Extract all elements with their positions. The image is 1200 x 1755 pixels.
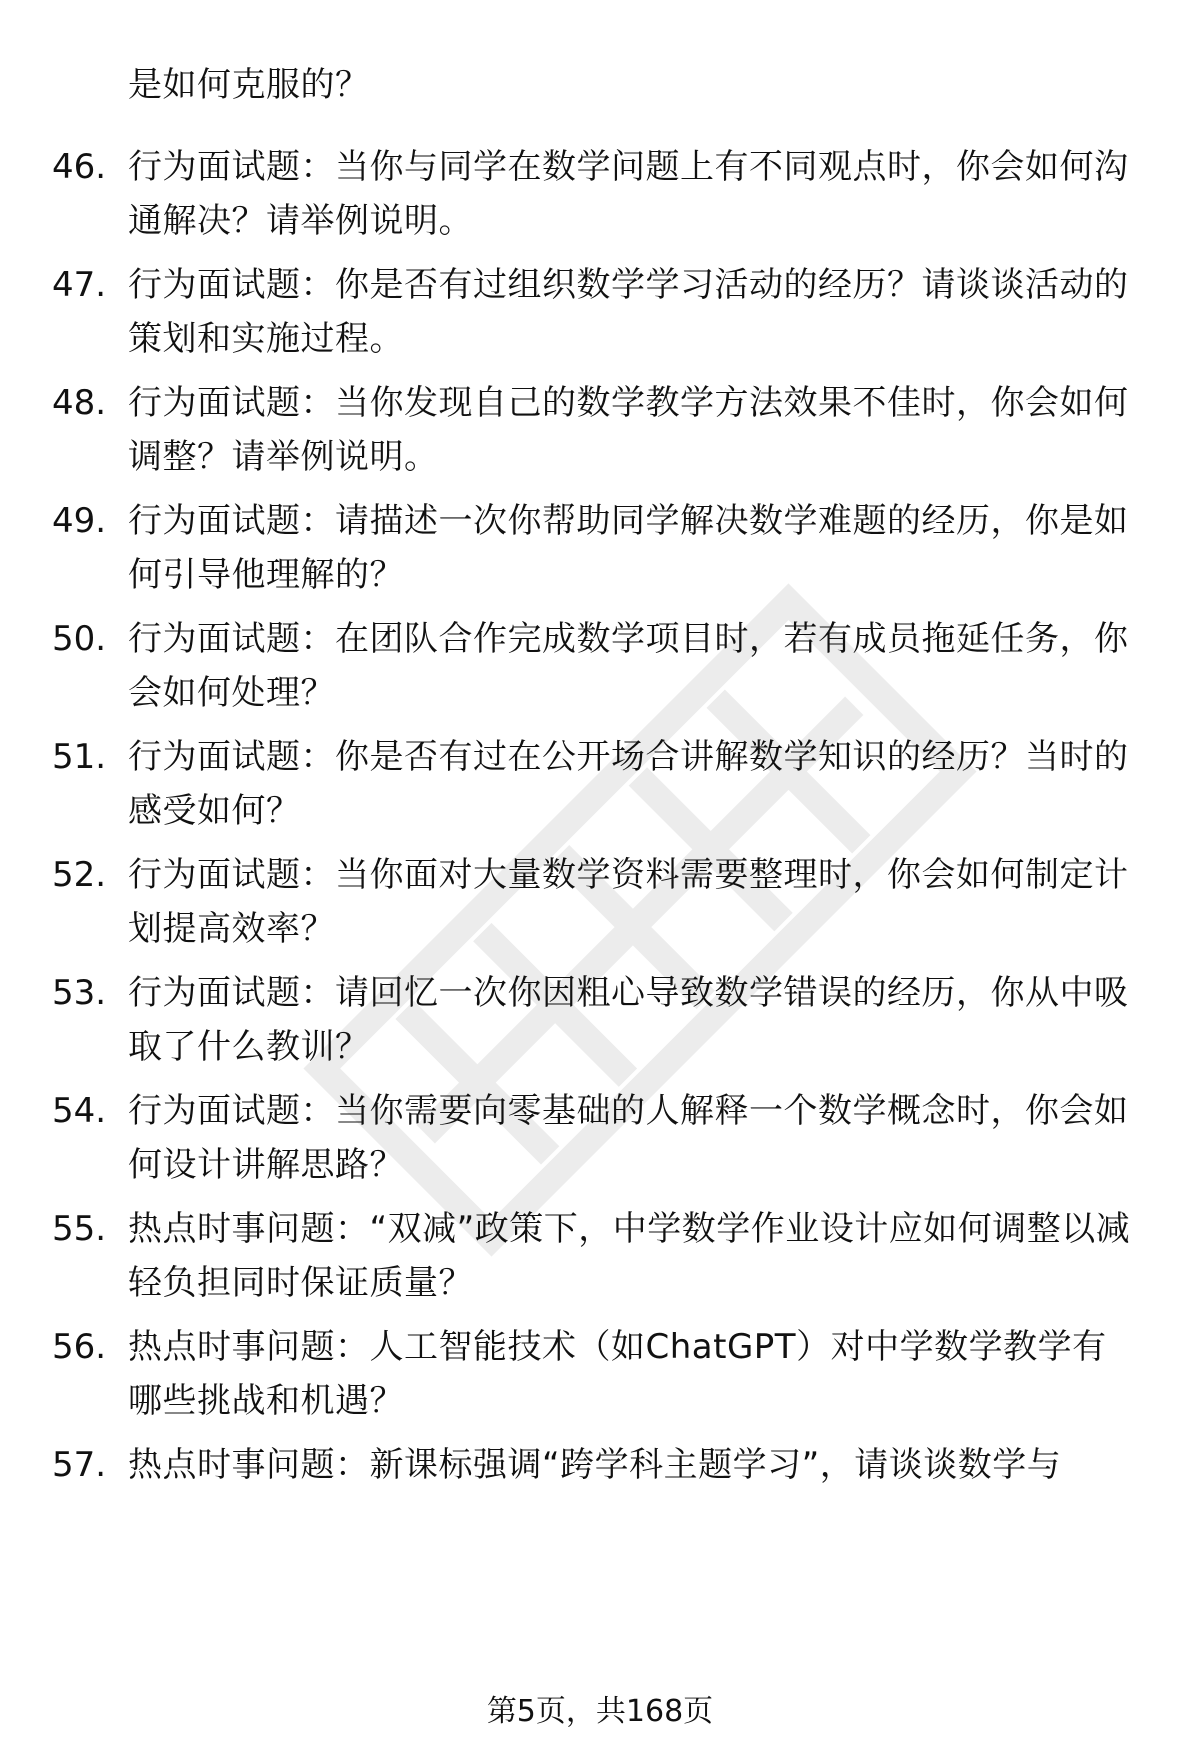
- question-number: 55.: [52, 1209, 107, 1249]
- question-text: 行为面试题：当你发现自己的数学教学方法效果不佳时，你会如何调整？请举例说明。: [128, 383, 1129, 477]
- question-item: [0, 848, 1200, 968]
- question-text: 行为面试题：你是否有过在公开场合讲解数学知识的经历？当时的感受如何？: [128, 737, 1129, 831]
- question-number: 54.: [52, 1091, 107, 1131]
- question-text: 热点时事问题：“双减”政策下，中学数学作业设计应如何调整以减轻负担同时保证质量？: [128, 1209, 1131, 1303]
- question-item: [0, 1320, 1200, 1440]
- continuation-text: 是如何克服的？: [128, 65, 370, 105]
- page-number-footer: 第5页，共168页: [486, 1694, 714, 1729]
- question-number: 57.: [52, 1445, 107, 1485]
- question-text: 行为面试题：你是否有过组织数学学习活动的经历？请谈谈活动的策划和实施过程。: [128, 265, 1129, 359]
- question-number: 51.: [52, 737, 107, 777]
- question-number: 47.: [52, 265, 107, 305]
- question-item: [0, 258, 1200, 378]
- question-text: 行为面试题：当你面对大量数学资料需要整理时，你会如何制定计划提高效率？: [128, 855, 1129, 949]
- question-text: 行为面试题：在团队合作完成数学项目时，若有成员拖延任务，你会如何处理？: [128, 619, 1129, 713]
- question-text: 行为面试题：请回忆一次你因粗心导致数学错误的经历，你从中吸取了什么教训？: [128, 973, 1129, 1067]
- question-number: 53.: [52, 973, 107, 1013]
- question-number: 52.: [52, 855, 107, 895]
- question-number: 50.: [52, 619, 107, 659]
- question-item: [0, 1438, 1200, 1498]
- question-text: 行为面试题：请描述一次你帮助同学解决数学难题的经历，你是如何引导他理解的？: [128, 501, 1129, 595]
- question-item: [0, 140, 1200, 260]
- question-text: 行为面试题：当你需要向零基础的人解释一个数学概念时，你会如何设计讲解思路？: [128, 1091, 1129, 1185]
- question-item: [0, 966, 1200, 1086]
- question-item: [0, 730, 1200, 850]
- question-number: 46.: [52, 147, 107, 187]
- question-number: 49.: [52, 501, 107, 541]
- question-item: [0, 376, 1200, 496]
- question-item: [0, 494, 1200, 614]
- question-number: 56.: [52, 1327, 107, 1367]
- question-item: [0, 612, 1200, 732]
- question-item: [0, 1202, 1200, 1322]
- question-text: 热点时事问题：人工智能技术（如ChatGPT）对中学数学教学有哪些挑战和机遇？: [128, 1327, 1107, 1421]
- question-number: 48.: [52, 383, 107, 423]
- question-text: 热点时事问题：新课标强调“跨学科主题学习”，请谈谈数学与: [128, 1445, 1062, 1485]
- question-text: 行为面试题：当你与同学在数学问题上有不同观点时，你会如何沟通解决？请举例说明。: [128, 147, 1129, 241]
- question-item: [0, 1084, 1200, 1204]
